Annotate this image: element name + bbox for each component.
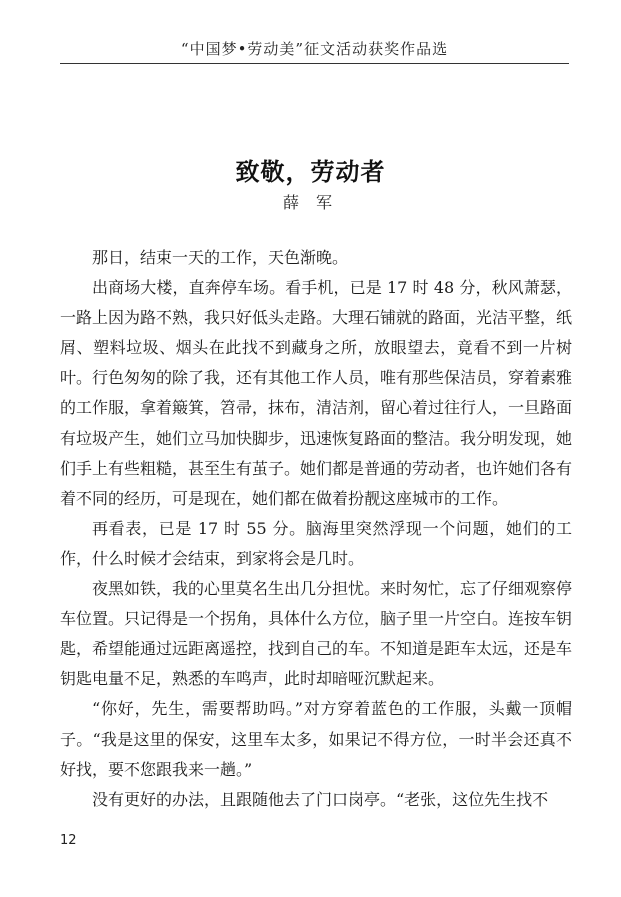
header-rule [60, 63, 569, 64]
paragraph: 夜黑如铁，我的心里莫名生出几分担忧。来时匆忙，忘了仔细观察停车位置。只记得是一个拐角，具体什么方位，脑子里一片空白。连按车钥匙，希望能通过远距离遥控，找到自己的车。不知道是距车太远，还是车钥匙电量不足，熟悉的车鸣声，此时却暗哑沉默起来。 [60, 579, 573, 689]
article-body [60, 243, 572, 815]
paragraph: 没有更好的办法，且跟随他去了门口岗亭。“老张，这位先生找不 [92, 789, 549, 809]
paragraph: 那日，结束一天的工作，天色渐晚。 [92, 248, 349, 267]
paragraph: 再看表，已是 17 时 55 分。脑海里突然浮现一个问题，她们的工作，什么时候才会结束，到家将会是几时。 [60, 518, 572, 568]
article-author: 薛 军 [282, 193, 339, 212]
paragraph: “你好，先生，需要帮助吗。”对方穿着蓝色的工作服，头戴一顶帽子。“我是这里的保安，这里车太多，如果记不得方位，一时半会还真不好找，要不您跟我来一趟。” [60, 699, 572, 779]
article-title: 致敬，劳动者 [235, 157, 386, 186]
paragraph: 出商场大楼，直奔停车场。看手机，已是 17 时 48 分，秋风萧瑟，一路上因为路不熟，我只好低头走路。大理石铺就的路面，光洁平整，纸屑、塑料垃圾、烟头在此找不到藏身之所，放眼望去，竟看不到一片树叶。行色匆匆的除了我，还有其他工作人员，唯有那些保洁员，穿着素雅的工作服，拿着簸箕，笤帚，抹布，清洁剂，留心着过往行人，一旦路面有垃圾产生，她们立马加快脚步，迅速恢复路面的整洁。我分明发现，她们手上有些粗糙，甚至生有茧子。她们都是普通的劳动者，也许她们各有着不同的经历，可是现在，她们都在做着扮靓这座城市的工作。 [60, 278, 573, 508]
running-header: “中国梦•劳动美”征文活动获奖作品选 [180, 40, 449, 58]
page-number: 12 [60, 833, 77, 848]
